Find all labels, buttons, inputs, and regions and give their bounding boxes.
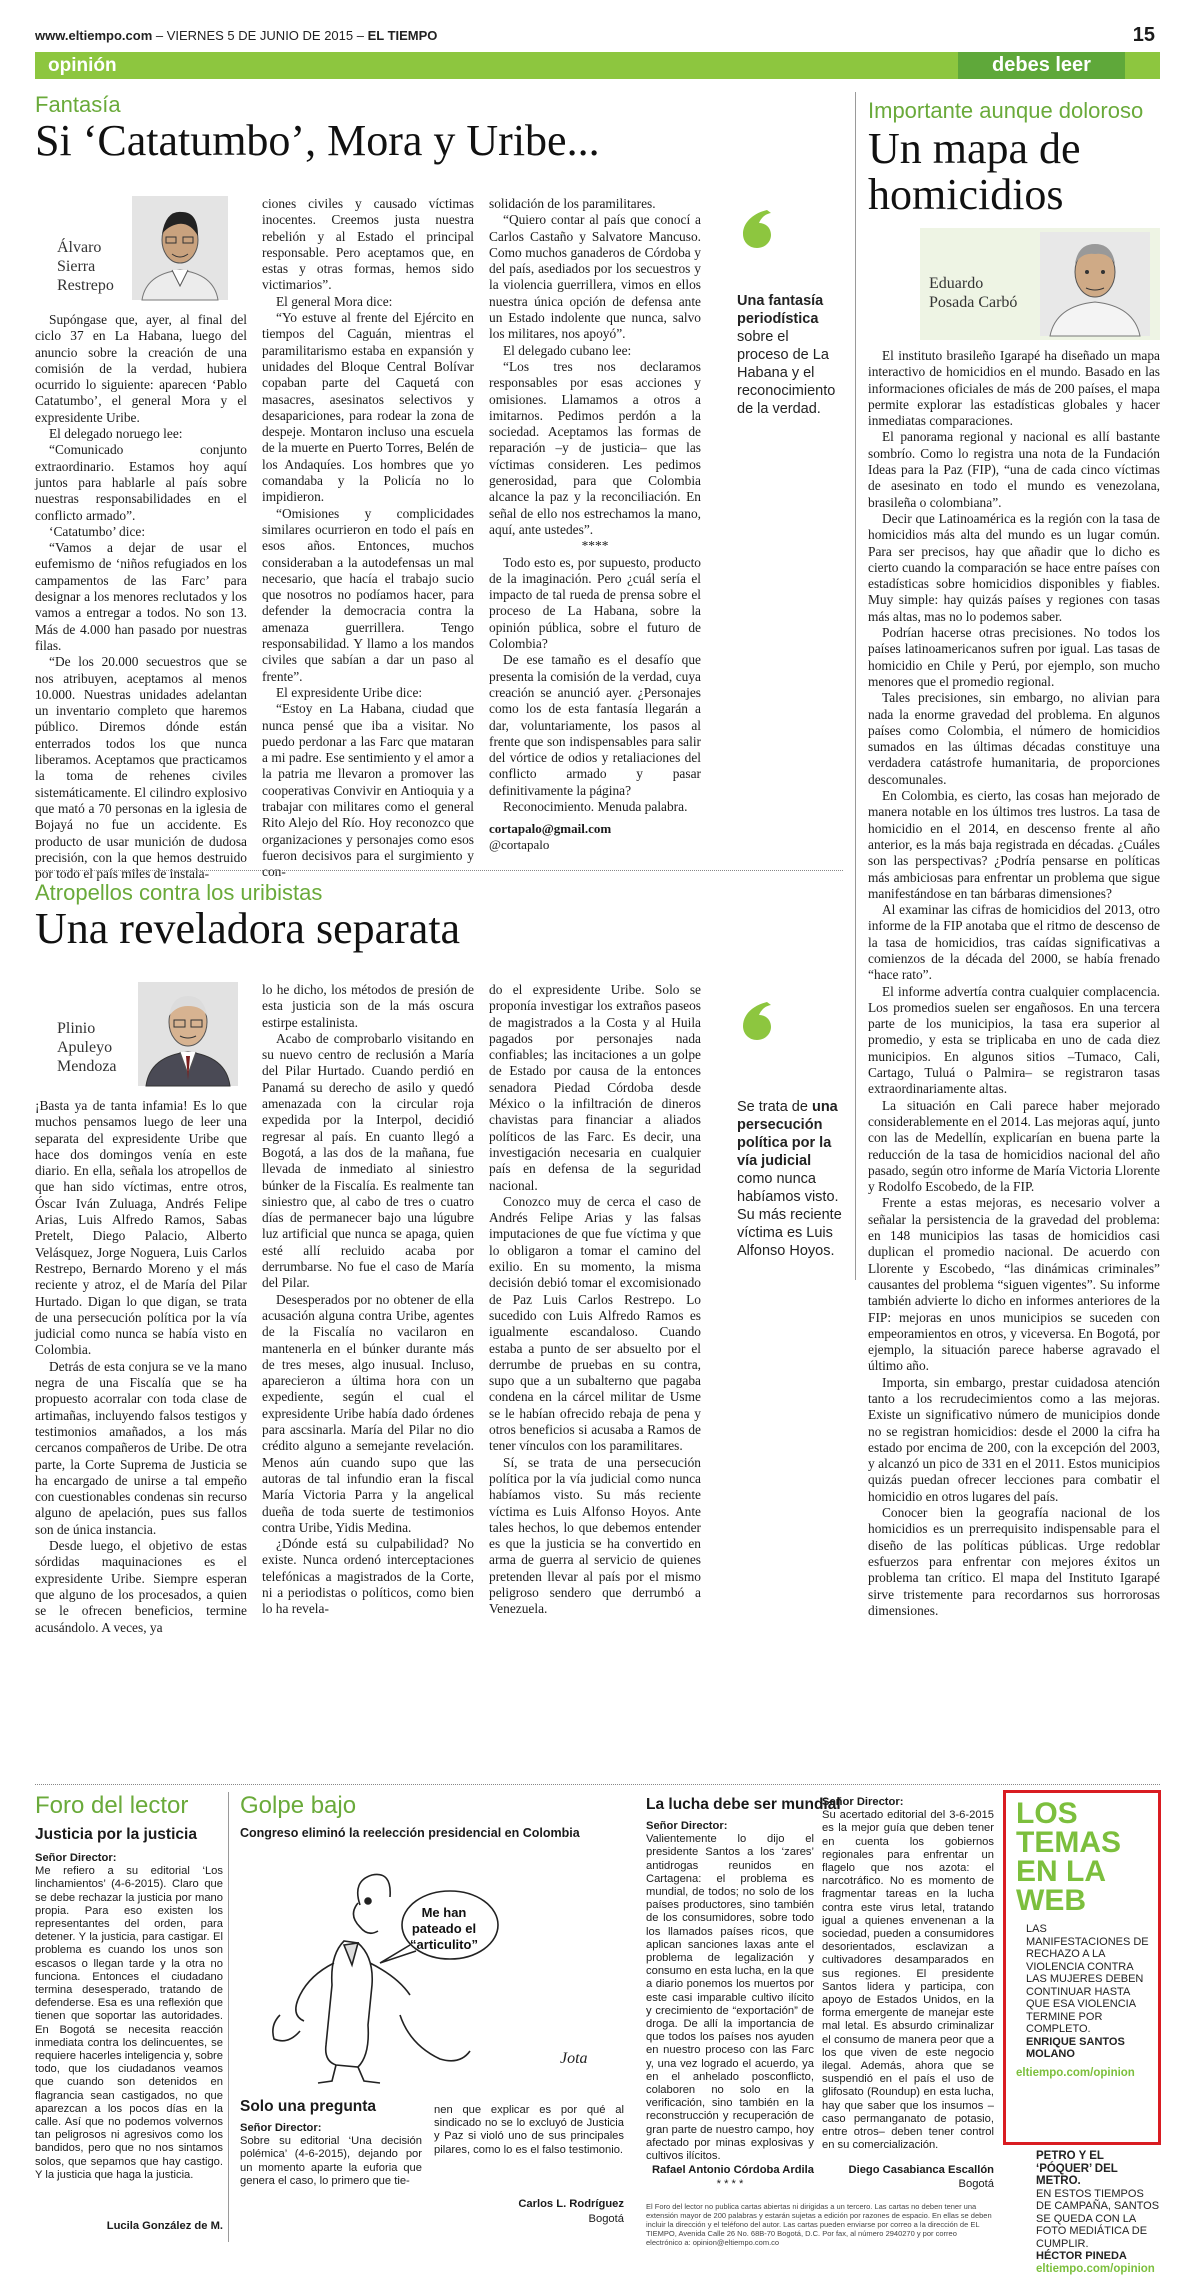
article3-body	[868, 348, 1160, 1619]
cartoon-caption: Congreso eliminó la reelección presidencial en Colombia	[240, 1826, 580, 1840]
cartoon-bubble-line1: Me han	[421, 1905, 467, 1920]
cartoon-signature: Jota	[560, 2050, 588, 2067]
paragraph: Desesperados por no obtener de ella acusación alguna contra Uribe, agentes de la Fiscalía no vacilaron en mantenerla en el búnker durante más de tres meses, algo inusual. Incluso, aparecieron a última hora con un expediente, según el cual el expresidente Uribe había dado órdenes para ascsinarla. María del Pilar no dio crédito alguno a semejante revelación. Menos aún cuando supo que las autoras de tal infundio eran la fiscal María Victoria Parra y la angelical dueña de toda suerte de testimonios contra Uribe, Yidis Medina.	[262, 1291, 474, 1535]
paragraph: Acabo de comprobarlo visitando en su nuevo centro de reclusión a María del Pilar Hurtado. Cuando perdió en Panamá su derecho de asilo y quedó amenazada con la circular roja expedida por la Interpol, decidió regresar al país. En cuanto llegó a Bogotá, a las dos de la mañana, fue llevada de inmediato al siniestro búnker de la Fiscalía. Es realmente tan siniestro que, al cabo de tres o cuatro días de permanecer bajo una lúgubre luz artificial que nunca se apaga, quien esté allí recluido acaba por derrumbarse. No fue el caso de María del Pilar.	[262, 1030, 474, 1291]
cartoon-bubble-line2: pateado el	[411, 1921, 477, 1936]
paragraph: El informe advertía contra cualquier complacencia. Los promedios suelen ser engañosos. En una tercera parte de los municipios, la tasa era superior al promedio, y esta se triplicaba en uno de cada diez municipios. En algunos sitios –Tumaco, Cali, Cartago, Tuluá o Palmira– se registraron tasas extraordinariamente altas.	[868, 983, 1160, 1097]
cartoon-title: Golpe bajo	[240, 1792, 357, 1819]
letter2-signature: Carlos L. Rodríguez	[518, 2198, 624, 2210]
section-tag-debes-leer: debes leer	[958, 52, 1125, 79]
article1-author: Álvaro Sierra Restrepo	[57, 239, 114, 294]
letter2-title: Solo una pregunta	[240, 2098, 377, 2115]
author-portrait-icon	[132, 196, 228, 300]
article1-col3	[489, 196, 701, 853]
masthead-line	[35, 28, 437, 43]
paragraph: Conozco muy de cerca el caso de Andrés Felipe Arias y las falsas imputaciones de que fue víctima y que lo obligaron a tomar el camino del exilio. En su momento, la misma decisión debió tomar el excomisionado de Paz Luis Carlos Restrepo. Lo sucedido con Luis Alfredo Ramos es igualmente escandaloso. Cuando estaba a punto de ser absuelto por el derrumbe de pruebas en su contra, supo que a un subalterno que pagaba condena en la cárcel militar de Usme se le habían ofrecido rebaja de pena y otros beneficios si acusaba a Ramos de tener vínculos con los paramilitares.	[489, 1193, 701, 1454]
web-topics-title: LOS TEMAS EN LA WEB	[1016, 1797, 1121, 1917]
letter1-signature: Lucila González de M.	[106, 2220, 223, 2232]
paragraph: Al examinar las cifras de homicidios del 2013, otro informe de la FIP anotaba que el ritmo de descenso de la tasa de homicidios, tras caídas significativas a comienzos de la década del 2000, se había frenado “hace rato”.	[868, 902, 1160, 983]
cartoon-bubble-line3: “articulito”	[410, 1937, 478, 1952]
web-topic2-link[interactable]: eltiempo.com/opinion	[1036, 2262, 1155, 2275]
paragraph: Desde luego, el objetivo de estas sórdidas maquinaciones es el expresidente Uribe. Siempre esperan que alguno de los procesados, a quien se le ofrecen beneficios, termine acusándolo. A veces, ya	[35, 1538, 247, 1635]
letter4-city: Bogotá	[958, 2178, 994, 2190]
letter1	[35, 1852, 223, 2182]
article3-kicker: Importante aunque doloroso	[868, 98, 1144, 123]
paragraph: El general Mora dice:	[276, 293, 393, 309]
letter-salute: Señor Director:	[646, 1820, 728, 1832]
letter-body: Su acertado editorial del 3-6-2015 es la mejor guía que deben tener en cuenta los gobiernos regionales para enfrentar un flagelo que nos azota: el narcotráfico. No es momento de fragmentar tareas en la lucha contra este virus letal, tratando igual a quienes envenenan a la sociedad, pueden a consumidores desorientados, esclavizan a cultivadores desamparados en sus regiones. El presidente Santos lidera y participa, con apoyo de Estados Unidos, en la forma emergente de manejar este mal letal. Es absurdo criminalizar el consumo de manera peor que a los que viven de este negocio ilegal. Además, ahora que se suspendió en el país el uso de glifosato (Roundup) en esta lucha, hay que saber que los insumos –caso permanganato de potasio, entre otros– deben tener control en su comercialización.	[822, 1809, 994, 2152]
pull-quote-bold: una persecución política por la vía judicial	[737, 1099, 838, 1169]
cartoon	[240, 1845, 625, 2085]
paragraph: El delegado noruego lee:	[49, 426, 183, 442]
author-portrait-icon	[1040, 232, 1150, 336]
paragraph: “Omisiones y complicidades similares ocurrieron en todo el país en esos años. Entonces, muchos consideraban a la autodefensas un mal necesario, que hacía el trabajo sucio que nosotros no podíamos hacer, para defender la democracia contra la amenaza guerrillera. Tengo responsabilidad. Y llamo a los mandos civiles que sabían a dar un paso al frente”.	[262, 505, 474, 684]
paragraph: Decir que Latinoamérica es la región con la tasa de homicidios más alta del mundo es un lugar común. Para ser precisos, hay que añadir que lo dicho es cierto cuando la comparación se hace entre países con estadísticas sobre homicidios disponibles y fiables. Muy simple: hay quizás países y regiones con tasas más altas, mas no lo podemos saber.	[868, 510, 1160, 624]
article3-title: Un mapa de homicidios	[868, 124, 1081, 219]
article2-kicker: Atropellos contra los uribistas	[35, 880, 323, 905]
web-topic1-link[interactable]: eltiempo.com/opinion	[1016, 2066, 1135, 2079]
paragraph: ¿Dónde está su culpabilidad? No existe. Nunca ordenó interceptaciones telefónicas a magistrados de la Corte, ni a periodistas o políticos, como bien lo ha revela-	[262, 1536, 474, 1617]
letter-body: nen que explicar es por qué al sindicado no se lo excluyó de Justicia y Paz si violó uno de sus principales pilares, como lo es el falso testimonio.	[434, 2104, 624, 2156]
paragraph: En Colombia, es cierto, las cosas han mejorado de manera notable en los últimos tres lustros. La tasa de homicidio en el 2014, en descenso frente al año anterior, es la más baja registrada en décadas. ¿Cuáles son las perspectivas? ¿Podría pensarse en políticas más ambiciosas para enfrentar un problema que sigue manifestándose en tan bárbaras dimensiones?	[868, 788, 1160, 901]
paragraph: “Vamos a dejar de usar el eufemismo de ‘niños refugiados en los campamentos de las Farc’ para designar a los menores reclutados y los vamos a entregar a todos. No son 13. Más de 4.000 han pasado por nuestras filas.	[35, 540, 247, 653]
letter2	[240, 2122, 422, 2188]
page-number: 15	[1132, 24, 1155, 46]
section-divider	[35, 870, 843, 871]
paragraph: Frente a estas mejoras, es necesario volver a señalar la persistencia de la gravedad del problema: en 148 municipios las tasas de homicidios casi duplican el promedio nacional. De acuerdo con Llorente y Escobedo, “las dinámicas criminales” causantes del problema “siguen vigentes”. Su informe también advierte lo dicho en informes anteriores de la FIP: mejoras en unos municipios se suceden con empeoramientos en otros, y viceversa. En Bogotá, por ejemplo, la situación parece haberse agravado el último año.	[868, 1195, 1160, 1374]
paragraph: El panorama regional y nacional es allí bastante sombrío. Como lo registra una nota de la Fundación Ideas para la Paz (FIP), “una de cada cinco víctimas de asesinato en todo el mundo es venezolana, brasileña o colombiana”.	[868, 429, 1160, 510]
paragraph: El instituto brasileño Igarapé ha diseñado un mapa interactivo de homicidios en el mundo. Basado en las informaciones oficiales de más de 200 países, el mapa permite explorar las estadísticas globales y hacer inmediatas comparaciones.	[868, 348, 1160, 429]
paragraph: Podrían hacerse otras precisiones. No todos los países latinoamericanos sufren por igual. Las tasas de homicidio en Chile y Perú, por ejemplo, son mucho menores que el promedio regional.	[868, 625, 1160, 689]
letter2-continued	[434, 2104, 624, 2157]
paragraph: Importa, sin embargo, prestar cuidadosa atención tanto a los recrudecimientos como a las mejoras. Existe un significativo número de municipios donde no se registran homicidios: desde el 2000 la cifra ha estado por encima de 200, con la excepción del 2003, y alcanzó un pico de 331 en el 2011. Estos municipios quizás puedan ofrecer lecciones para combatir el homicidio en otros lugares del país.	[868, 1374, 1160, 1504]
letter-salute: Señor Director:	[822, 1796, 904, 1808]
article3-byline	[920, 228, 1160, 340]
article2-byline	[52, 982, 242, 1090]
letter4	[822, 1796, 994, 2152]
paragraph: Tales precisiones, sin embargo, no alivian para nada la enorme gravedad del problema. En algunos países como Colombia, el número de homicidios sumados en las últimas décadas constituye una verdadera catástrofe humanitaria, de proporciones descomunales.	[868, 690, 1160, 787]
web-topic2-head[interactable]: PETRO Y EL ‘PÓQUER’ DEL METRO.	[1036, 2150, 1118, 2187]
paragraph: lo he dicho, los métodos de presión de esta justicia son de la más oscura estirpe estalinista.	[262, 982, 474, 1030]
paragraph: “Quiero contar al país que conocí a Carlos Castaño y Salvatore Mancuso. Como muchos ganaderos de Córdoba y del país, asediados por los secuestros y la violencia guerrillera, vimos en ellos nuestra única opción de defensa ante un Estado indolente que nunca, salvo los militares, nos apoyó”.	[489, 212, 701, 342]
article2-col3	[489, 982, 701, 1618]
letter-salute: Señor Director:	[240, 2122, 322, 2134]
web-topic2-text: EN ESTOS TIEMPOS DE CAMPAÑA, SANTOS SE QUEDA CON LA FOTO MEDIÁTICA DE CUMPLIR.	[1036, 2187, 1160, 2250]
paper-name: EL TIEMPO	[367, 28, 438, 43]
article2-title: Una reveladora separata	[35, 904, 461, 953]
article3-author: Eduardo Posada Carbó	[929, 275, 1018, 311]
foro-footnote: El Foro del lector no publica cartas abiertas ni dirigidas a un tercero. Las cartas no deben tener una extensión mayor de 200 palabras y estarán sujetas a edición por razones de espacio. En ellas se deben incluir la dirección y el teléfono del autor. Las cartas pueden enviarse por correo a la dirección de EL TIEMPO, Avenida Calle 26 No. 68B-70 Bogotá, D.C. Por fax, al número 2940270 y por correo electrónico a: opinion@eltiempo.com.co	[646, 2202, 992, 2247]
pull-quote-bold: Una fantasía periodística	[737, 293, 824, 327]
web-topic2	[1036, 2150, 1160, 2275]
web-topic2-author: HÉCTOR PINEDA	[1036, 2250, 1127, 2262]
issue-date: – VIERNES 5 DE JUNIO DE 2015 –	[152, 28, 368, 43]
letter-salute: Señor Director:	[35, 1852, 117, 1864]
paragraph: El delegado cubano lee:	[503, 342, 632, 358]
column-divider	[855, 92, 856, 1280]
paragraph: Conocer bien la geografía nacional de los homicidios es un prerrequisito indispensable para el diseño de las políticas públicas. Urge redoblar esfuerzos para enfrentar con mejores éxitos un problema tan crítico. El mapa del Instituto Igarapé sirve tristemente para recordarnos sus horrorosas dimensiones.	[868, 1505, 1160, 1618]
article1-pull-quote	[737, 292, 837, 418]
letter3	[646, 1820, 814, 2163]
letter-body: Sobre su editorial ‘Una decisión polémica’ (4-6-2015), dejando por un momento aparte la euforia que genera el caso, lo primero que tie-	[240, 2135, 422, 2187]
article2-author: Plinio Apuleyo Mendoza	[57, 1020, 117, 1075]
paragraph: La situación en Cali parece haber mejorado considerablemente en el 2014. Las mejoras aquí, junto con las de Medellín, explicarían en buena parte la reducción de la tasa de homicidios nacional del año pasado, según otro informe de María Victoria Llorente y Rodolfo Escobedo, de la FIP.	[868, 1097, 1160, 1195]
letter3-signature: Rafael Antonio Córdoba Ardila	[651, 2164, 814, 2176]
bottom-divider	[35, 1784, 1160, 1785]
article1-col1	[35, 312, 247, 882]
paragraph: ‘Catatumbo’ dice:	[49, 523, 146, 539]
paragraph: solidación de los paramilitares.	[489, 196, 656, 211]
author-twitter[interactable]: @cortapalo	[489, 837, 550, 853]
paragraph: ¡Basta ya de tanta infamia! Es lo que muchos pensamos luego de leer una separata del expresidente Uribe que hace dos domingos venía en este diario. En ella, señala los atropellos de que han sido víctimas, entre otros, Óscar Iván Zuluaga, Andrés Felipe Arias, Luis Alfredo Ramos, Sabas Pretelt, Diego Palacio, Alberto Velásquez, Jorge Noguera, Luis Carlos Restrepo, Bernardo Moreno y el más reciente y atroz, el de María del Pilar Hurtado. Digan lo que digan, se trata de una persecución política por la vía judicial como nunca se había visto en Colombia.	[35, 1098, 247, 1358]
paragraph: Supóngase que, ayer, al final del ciclo 37 en La Habana, luego del anuncio sobre la creación de una comisión de la verdad, hubiera ocurrido lo siguiente: aparecen ‘Pablo Catatumbo’, el general Mora y el expresidente Uribe.	[35, 312, 247, 425]
paragraph: “De los 20.000 secuestros que se nos atribuyen, aceptamos al menos 10.000. Nuestras unidades adelantan un inventario completo que haremos público. Diremos dónde están enterrados todos los que nunca liberamos. Aceptamos que practicamos la toma de rehenes civiles sistemáticamente. El cilindro explosivo que mató a 70 personas en la iglesia de Bojayá no fue un accidente. Es producto de usar munición de dudosa precisión, con la que hemos destruido por todo el país miles de instala-	[35, 654, 247, 882]
article2-col1	[35, 1098, 247, 1636]
paragraph: “Yo estuve al frente del Ejército en tiempos del Caguán, mientras el paramilitarismo estaba en expansión y unidades del Bloque Central Bolívar copaban parte del Caquetá con masacres, asesinatos selectivos y desapariciones, para rodear la zona de despeje. Montaron incluso una escuela de la muerte en Puerto Torres, Belén de los Andaquíes. Los hombres que yo comandaba y la Policía no lo impidieron.	[262, 310, 474, 505]
author-photo	[138, 982, 238, 1086]
site-url[interactable]: www.eltiempo.com	[35, 28, 153, 43]
letter2-city: Bogotá	[588, 2213, 624, 2225]
section-label: opinión	[48, 55, 117, 76]
paragraph: El expresidente Uribe dice:	[276, 684, 423, 700]
author-photo	[1040, 232, 1150, 336]
paragraph: do el expresidente Uribe. Solo se proponía investigar los extraños paseos de magistrados a la Costa y al Huila pagados por personajes nada confiables; las incitaciones a un golpe de Estado por causa de la entonces senadora Piedad Córdoba desde México o la infiltración de dineros chavistas para financiar a aliados políticos de las Farc. Es decir, una investigación necesaria en cualquier país en defensa de la seguridad nacional.	[489, 982, 701, 1193]
quote-mark-icon	[737, 208, 779, 250]
article1-kicker: Fantasía	[35, 92, 121, 117]
web-topic1-author: ENRIQUE SANTOS MOLANO	[1026, 2035, 1125, 2060]
paragraph: Todo esto es, por supuesto, producto de la imaginación. Pero ¿cuál sería el impacto de tal rueda de prensa sobre el proceso de La Habana, sobre la opinión pública, sobre el futuro de Colombia?	[489, 554, 701, 652]
quote-mark-icon	[737, 1000, 779, 1042]
pull-quote-text: como nunca habíamos visto. Su más reciente víctima es Luis Alfonso Hoyos.	[737, 1171, 842, 1259]
web-topics-box	[1003, 1790, 1161, 2145]
pull-quote-text: sobre el proceso de La Habana y el reconocimiento de la verdad.	[737, 329, 836, 417]
column-divider	[228, 1792, 229, 2242]
letter3-title: La lucha debe ser mundial	[646, 1796, 841, 1813]
article1-title: Si ‘Catatumbo’, Mora y Uribe...	[35, 116, 600, 165]
letter-body: Me refiero a su editorial ‘Los linchamientos’ (4-6-2015). Claro que se debe rechazar la justicia por mano propia. Para eso existen los representantes del orden, para detener. Y la justicia, para castigar. El problema es cuando los unos son escasos o llegan tarde y la otra no funciona. Entonces el ciudadano termina desesperado, tratando de defenderse. Esa es una reflexión que tienen que soportar las autoridades. En Bogotá se necesita reacción inmediata contra los delincuentes, se requiere hacerles inteligencia y, sobre todo, que los ciudadanos veamos que cuando son detenidos en flagrancia sean castigados, no que aparezcan a los pocos días en la calle. Así que no podemos volvernos tan peligrosos ni agresivos como los bandidos, pero que no nos sintamos solos, que sepamos que hay castigo. Y la justicia que haga la justicia.	[35, 1865, 223, 2181]
article2-pull-quote	[737, 1098, 842, 1260]
paragraph: De ese tamaño es el desafío que presenta la comisión de la verdad, cuya creación se anunció ayer. ¿Personajes como los de esta fantasía llegarán a dar, voluntariamente, los pasos al frente que son indispensables para salir del vórtice de odios y retaliaciones del conflicto armado y pasar definitivamente la página?	[489, 652, 701, 798]
author-photo	[132, 196, 228, 300]
pull-quote-text: Se trata de	[737, 1099, 812, 1115]
foro-title: Foro del lector	[35, 1792, 189, 1819]
author-portrait-icon	[138, 982, 238, 1086]
letter-body: Valientemente lo dijo el presidente Santos a los ‘zares’ antidrogas reunidos en Cartagena: el problema es mundial, de todos; no solo de los países productores, sino también de los consumidores, sobre todo los llamados países ricos, que aplican sanciones laxas ante el problema de legalización y consumo en esta lucha, en la que a diario ponemos los muertos por este casi imparable cultivo ilícito y crecimiento de “exportación” de droga. De allí la importancia de que todos los países nos ayuden en nuestro proceso con las Farc y, una vez logrado el acuerdo, ya en el anhelado posconflicto, colaboren no solo en la verificación, sino también en la reconstrucción y recuperación de gran parte de nuestro campo, hoy afectado por minas explosivas y cultivos ilícitos.	[646, 1833, 814, 2163]
article1-byline	[52, 196, 232, 304]
paragraph: Reconocimiento. Menuda palabra.	[503, 798, 688, 814]
paragraph: “Estoy en La Habana, ciudad que nunca pensé que iba a visitar. No puedo perdonar a las Farc que mataran a mi padre. Ese sentimiento y el amor a la patria me llevaron a promover las cooperativas Convivir en Antioquia y a trabajar con militares como el general Rito Alejo del Río. Hoy reconozco que organizaciones y personajes como esos fueron decisivos para el surgimiento y con-	[262, 701, 474, 880]
paragraph: “Los tres nos declaramos responsables por esas acciones y omisiones. Llamamos a otros a imitarnos. Pedimos perdón a la sociedad. Aceptamos las formas de reparación –y de justicia– que las víctimas consideren. Les pedimos generosidad, para que Colombia alcance la paz y la reconciliación. En señal de ello nos estrechamos la mano, aquí, ante ustedes”.	[489, 358, 701, 537]
article2-col2	[262, 982, 474, 1618]
web-topic1-text[interactable]: LAS MANIFESTACIONES DE RECHAZO A LA VIOLENCIA CONTRA LAS MUJERES DEBEN CONTINUAR HASTA QUE ESA VIOLENCIA TERMINE POR COMPLETO.	[1026, 1923, 1149, 2035]
paragraph: ciones civiles y causado víctimas inocentes. Creemos justa nuestra rebelión y al Estado el principal responsable. Pero aceptamos que, en estas y otras formas, hemos sido victimarios”.	[262, 196, 474, 293]
cartoon-drawing-icon	[240, 1845, 625, 2085]
letter4-signature: Diego Casabianca Escallón	[848, 2164, 994, 2176]
letter3-stars: * * * *	[716, 2178, 744, 2190]
author-email[interactable]: cortapalo@gmail.com	[489, 821, 612, 837]
paragraph: Sí, se trata de una persecución política por la vía judicial como nunca habíamos visto. Su más reciente víctima es Luis Alfonso Hoyos. Ante tales hechos, lo que debemos entender es que la justicia se ha convertido en arma de guerra al servicio de quienes pretenden llevar al país por el mismo peligroso sendero que derrumbó a Venezuela.	[489, 1454, 701, 1617]
article1-col2	[262, 196, 474, 880]
paragraph: “Comunicado conjunto extraordinario. Estamos hoy aquí juntos para hablarle al país sobre nuestras responsabilidades en el conflicto armado”.	[35, 442, 247, 523]
letter1-title: Justicia por la justicia	[35, 1826, 197, 1843]
paragraph: Detrás de esta conjura se ve la mano negra de una Fiscalía que se ha propuesto acorralar con toda clase de artimañas, incluyendo falsos testigos y testimonios amañados, a los más cercanos compañeros de Uribe. De otra parte, la Corte Suprema de Justicia se ha encargado de unirse a tal empeño con cuestionables condenas sin recurso alguno de apelación, pues sus fallos son de única instancia.	[35, 1358, 247, 1537]
section-break: ****	[581, 538, 609, 554]
